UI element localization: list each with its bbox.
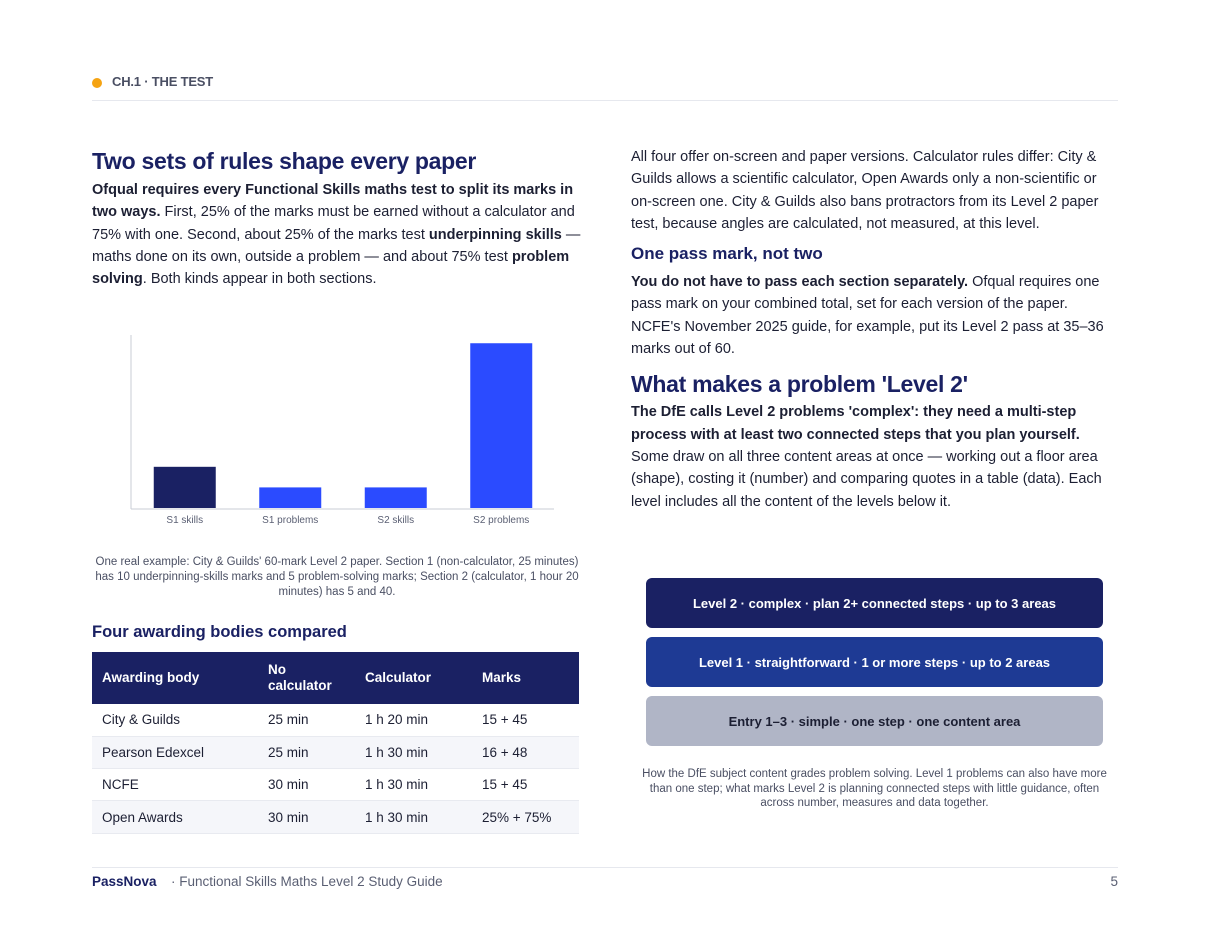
cell-calc: 1 h 20 min <box>355 704 472 736</box>
pass-mark-paragraph <box>631 271 1121 360</box>
table-header-row <box>92 652 579 704</box>
section-title-level2: What makes a problem 'Level 2' <box>631 371 968 398</box>
header-no-calculator: No calculator <box>258 652 355 704</box>
cell-marks: 16 + 48 <box>472 736 579 768</box>
right-column <box>631 146 1121 513</box>
bar-s2-skills <box>365 487 427 508</box>
level2-lead: The DfE calls Level 2 problems 'complex': they need a multi-step process with at least two connected steps that you plan yourself. <box>631 404 1080 443</box>
cell-no-calc: 25 min <box>258 704 355 736</box>
bar-s2-problems <box>470 343 532 508</box>
table-title: Four awarding bodies compared <box>92 623 347 641</box>
levels-diagram <box>646 578 1103 755</box>
subheading-pass-mark: One pass mark, not two <box>631 244 823 264</box>
section-title-rules: Two sets of rules shape every paper <box>92 148 477 174</box>
page-header <box>92 74 1118 101</box>
table-row <box>92 736 579 768</box>
level2-paragraph <box>631 401 1121 512</box>
cell-body: Pearson Edexcel <box>92 736 258 768</box>
left-column <box>92 146 582 290</box>
header-awarding-body: Awarding body <box>92 652 258 704</box>
table-row <box>92 769 579 801</box>
x-tick-label: S1 problems <box>262 515 319 526</box>
cell-marks: 15 + 45 <box>472 769 579 801</box>
level-1-box: Level 1 · straightforward · 1 or more steps · up to 2 areas <box>646 637 1103 687</box>
cell-no-calc: 30 min <box>258 769 355 801</box>
rules-lead: Ofqual requires every Functional Skills maths test to split its marks in two ways. <box>92 182 574 221</box>
pass-mark-lead: You do not have to pass each section separately. <box>631 274 969 291</box>
table-row <box>92 704 579 736</box>
cell-no-calc: 30 min <box>258 801 355 833</box>
entry-level-box: Entry 1–3 · simple · one step · one content area <box>646 696 1103 746</box>
underpinning-skills-term: underpinning skills <box>428 226 562 243</box>
footer-brand: PassNova <box>92 874 157 889</box>
cell-marks: 15 + 45 <box>472 704 579 736</box>
cell-calc: 1 h 30 min <box>355 769 472 801</box>
cell-body: City & Guilds <box>92 704 258 736</box>
awarding-bodies-table <box>92 652 579 834</box>
cell-calc: 1 h 30 min <box>355 736 472 768</box>
level2-text: Some draw on all three content areas at once — working out a floor area (shape), costing it (number) and comparing quotes in a table (data). Each level includes all the content of the levels below it. <box>631 448 1102 510</box>
cell-no-calc: 25 min <box>258 736 355 768</box>
marks-bar-chart <box>92 330 582 530</box>
marks-bar-chart-svg <box>92 330 582 530</box>
rules-text-c: — maths done on its own, outside a problem — and about 75% test <box>92 226 581 265</box>
page-footer <box>92 867 1118 897</box>
cell-body: NCFE <box>92 769 258 801</box>
x-tick-label: S2 skills <box>377 515 415 526</box>
rules-text-a: First, 25% of the marks must be earned without a calculator and 75% with one. Second, about 25% of the marks test <box>92 204 575 243</box>
pass-mark-text: Ofqual requires one pass mark on your combined total, set for each version of the paper. NCFE's November 2025 guide, for example, put its Level 2 pass at 35–36 marks out of 60. <box>631 274 1104 358</box>
cell-body: Open Awards <box>92 801 258 833</box>
rules-paragraph <box>92 179 582 290</box>
chapter-label: CH.1 · THE TEST <box>112 74 214 89</box>
header-marks: Marks <box>472 652 579 704</box>
header-calculator: Calculator <box>355 652 472 704</box>
table-row <box>92 801 579 833</box>
chapter-dot-icon <box>92 78 102 88</box>
problem-solving-term: problem solving <box>92 248 570 288</box>
x-tick-label: S2 problems <box>473 515 530 526</box>
cell-calc: 1 h 30 min <box>355 801 472 833</box>
cell-marks: 25% + 75% <box>472 801 579 833</box>
levels-caption: How the DfE subject content grades problem solving. Level 1 problems can also have more than one step; what marks Level 2 is planning connected steps with little guidance, often across number, measures and data together. <box>642 768 1107 810</box>
bar-s1-problems <box>259 487 321 508</box>
level-2-box: Level 2 · complex · plan 2+ connected steps · up to 3 areas <box>646 578 1103 628</box>
versions-paragraph: All four offer on-screen and paper versions. Calculator rules differ: City & Guilds allows a scientific calculator, Open Awards only a non-scientific or on-screen one. City & Guilds also bans protractors from its Level 2 paper test, because angles are calculated, not measured, at this level. <box>631 149 1099 232</box>
rules-text-e: . Both kinds appear in both sections. <box>142 271 377 288</box>
footer-guide-title: · Functional Skills Maths Level 2 Study Guide <box>171 874 443 889</box>
chart-caption: One real example: City & Guilds' 60-mark Level 2 paper. Section 1 (non-calculator, 25 minutes) has 10 underpinning-skills marks and 5 problem-solving marks; Section 2 (calculator, 1 hour 20 minutes) has 5 and 40. <box>95 556 579 598</box>
bar-s1-skills <box>154 467 216 508</box>
page-number: 5 <box>1110 874 1118 889</box>
x-tick-label: S1 skills <box>166 515 204 526</box>
